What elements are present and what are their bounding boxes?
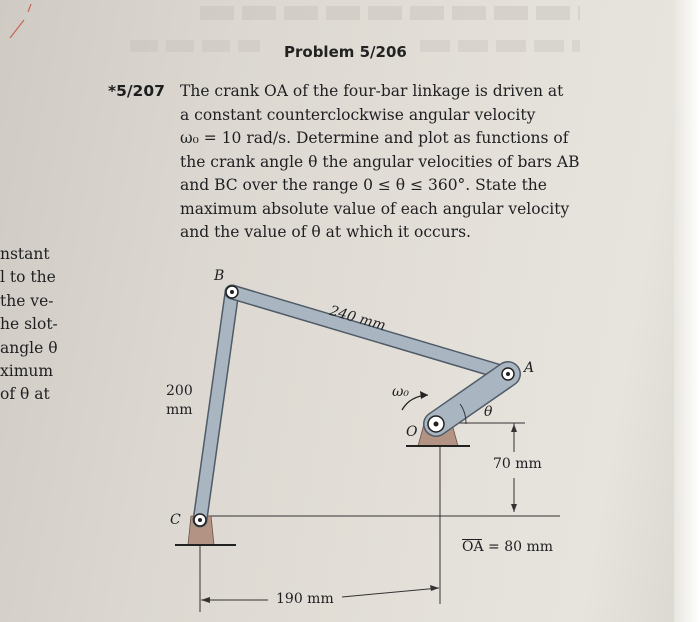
- link-ab-fill: [232, 292, 508, 374]
- fragment-line: ximum: [0, 362, 54, 381]
- fragment-line: angle θ: [0, 338, 58, 357]
- problem-line: and BC over the range 0 ≤ θ ≤ 360°. State the: [180, 176, 547, 194]
- dimension-oa-label: OA = 80 mm: [462, 539, 554, 555]
- problem-line: The crank OA of the four-bar linkage is driven at: [180, 82, 564, 100]
- label-theta: θ: [484, 404, 493, 420]
- section-title: Problem 5/206: [284, 43, 407, 61]
- problem-number: *5/207: [108, 82, 165, 100]
- fragment-line: nstant: [0, 245, 50, 263]
- omega-arrowhead: [420, 391, 428, 399]
- label-omega: ω₀: [392, 384, 410, 400]
- dimension-ab-label: 240 mm: [327, 303, 388, 335]
- dimension-height-label: 70 mm: [493, 456, 542, 472]
- problem-line: maximum absolute value of each angular velocity: [180, 199, 570, 218]
- pin-a-dot: [506, 372, 510, 376]
- dimension-arrow: [430, 585, 439, 591]
- oa-overline: [462, 539, 482, 540]
- pin-b-dot: [230, 290, 234, 294]
- fragment-line: the ve-: [0, 291, 54, 310]
- problem-line: and the value of θ at which it occurs.: [180, 223, 471, 241]
- problem-line: the crank angle θ the angular velocities of bars AB: [180, 152, 580, 171]
- dimension-arrow: [511, 424, 517, 432]
- fragment-line: he slot-: [0, 315, 58, 334]
- dimension-bc-label-line2: mm: [166, 402, 193, 418]
- dimension-arrow: [511, 504, 517, 512]
- label-c: C: [170, 512, 181, 528]
- label-o: O: [406, 424, 418, 440]
- pin-o-dot: [434, 422, 439, 427]
- problem-line: ω₀ = 10 rad/s. Determine and plot as functions of: [180, 129, 569, 147]
- dimension-horizontal-label: 190 mm: [276, 591, 334, 607]
- dimension-line: [342, 588, 439, 597]
- crank-oa-fill: [436, 374, 508, 424]
- dimension-bc-label-line1: 200: [166, 383, 193, 399]
- dimension-arrow: [201, 597, 210, 603]
- label-a: A: [524, 360, 535, 376]
- problem-line: a constant counterclockwise angular velocity: [180, 105, 536, 124]
- fragment-line: l to the: [0, 268, 56, 287]
- fragment-line: of θ at: [0, 385, 50, 404]
- label-b: B: [214, 268, 225, 284]
- link-bc-fill: [200, 292, 232, 520]
- pin-c-dot: [198, 518, 202, 522]
